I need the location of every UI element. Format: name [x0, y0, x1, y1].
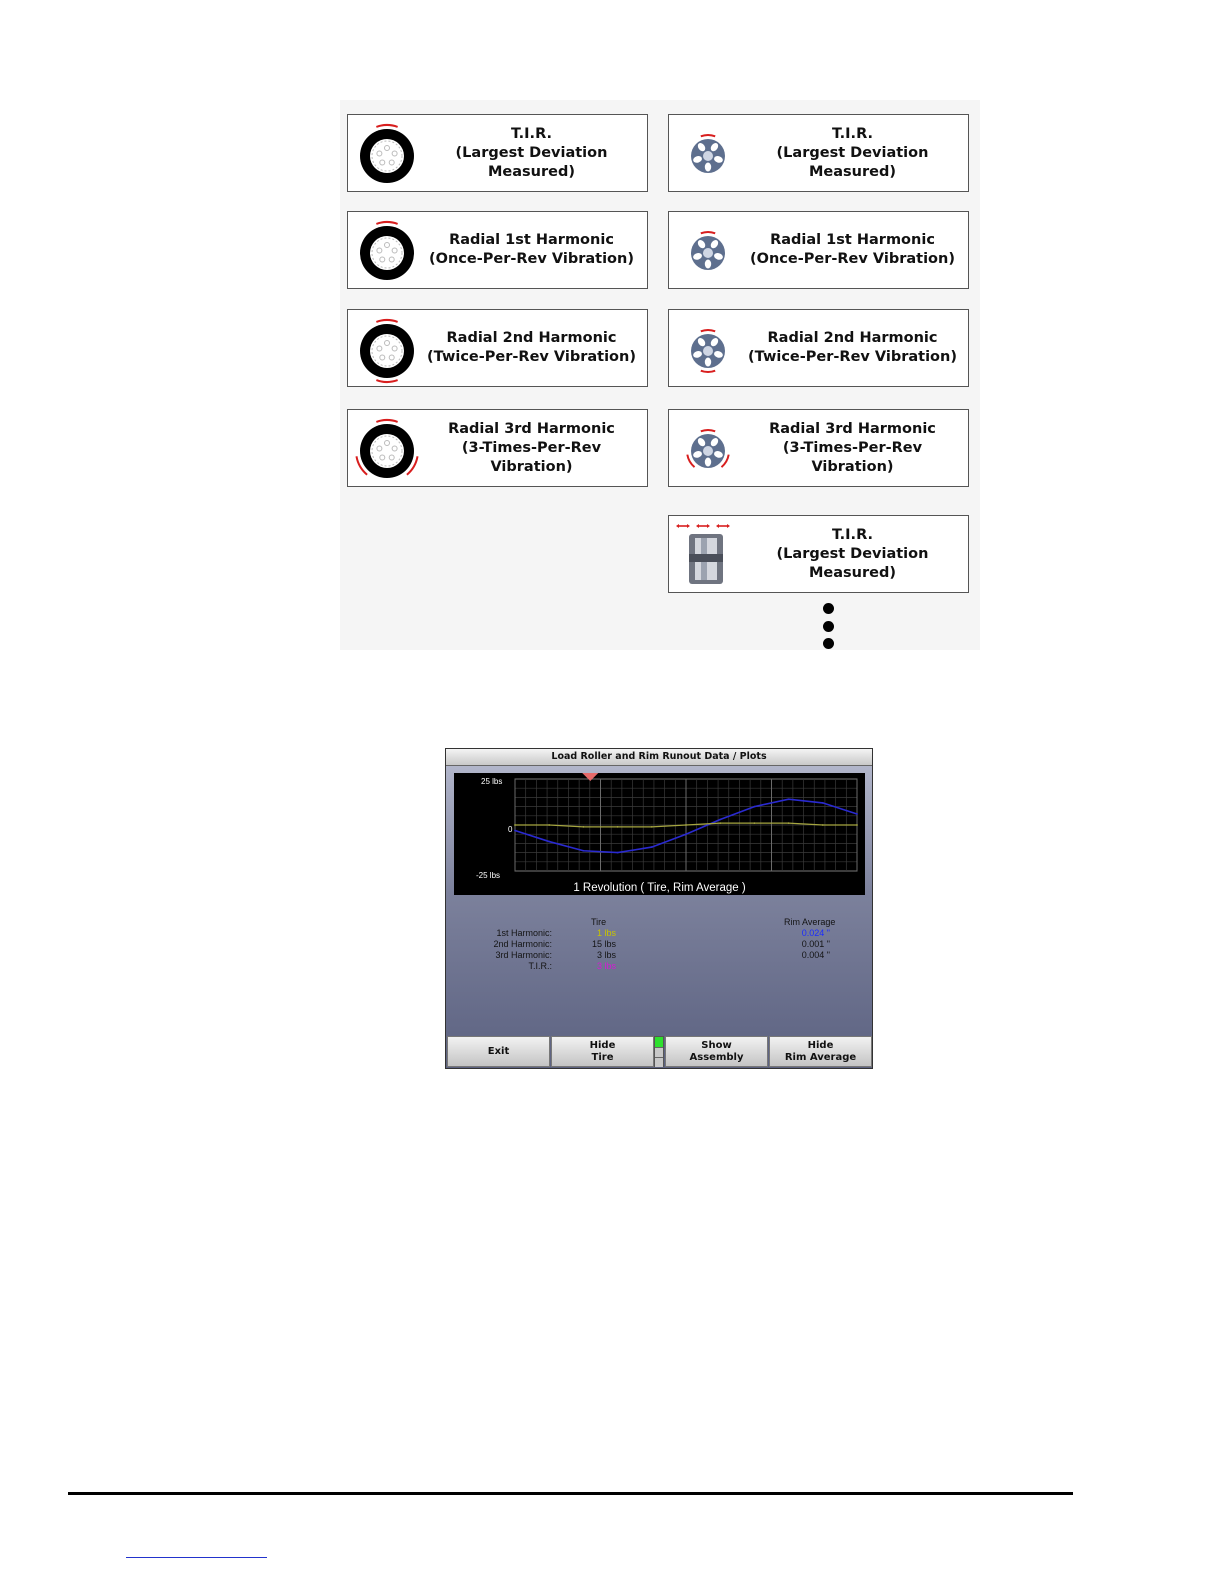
tire-1st-harmonic-icon	[352, 216, 422, 286]
legend-card-title: Radial 2nd Harmonic	[446, 330, 617, 346]
legend-card-title: T.I.R.	[831, 125, 874, 142]
rim-3rd-value: 0.004 "	[801, 950, 830, 960]
data-point	[514, 824, 516, 826]
legend-card	[668, 309, 969, 387]
data-point	[788, 822, 790, 824]
show-assembly-label-2: Assembly	[689, 1051, 744, 1063]
legend-card-title: Radial 3rd Harmonic	[448, 420, 615, 437]
legend-card-text	[743, 410, 962, 486]
data-point	[719, 822, 721, 824]
row-label-1st: 1st Harmonic:	[496, 928, 552, 938]
data-point	[754, 806, 756, 808]
row-label-tir: T.I.R.:	[528, 961, 552, 971]
legend-card-text	[422, 410, 641, 486]
plot-title: 1 Revolution ( Tire, Rim Average )	[573, 882, 746, 894]
tire-tir-value: 3 lbs	[596, 961, 616, 971]
dot	[823, 621, 834, 632]
tire-3rd-harmonic-icon	[352, 414, 422, 484]
rim-2nd-harmonic-icon	[673, 314, 743, 384]
legend-card-subtitle: (Once-Per-Rev Vibration)	[750, 251, 955, 267]
data-point	[651, 826, 653, 828]
data-point	[822, 802, 824, 804]
data-point	[651, 846, 653, 848]
data-point	[685, 824, 687, 826]
legend-card-text	[743, 516, 962, 592]
legend-card	[347, 309, 648, 387]
legend-card-text	[743, 115, 962, 191]
legend-card-text	[422, 115, 641, 191]
legend-card-subtitle: (Largest Deviation Measured)	[776, 144, 929, 180]
legend-card	[347, 211, 648, 289]
legend-card-title: Radial 3rd Harmonic	[769, 420, 936, 437]
rim-3rd-harmonic-icon	[673, 414, 743, 484]
exit-button[interactable]	[447, 1036, 550, 1067]
legend-card-subtitle: (Twice-Per-Rev Vibration)	[427, 349, 636, 365]
dot	[823, 638, 834, 649]
hide-rim-label-1: Hide	[807, 1039, 834, 1051]
show-assembly-button[interactable]	[665, 1036, 768, 1067]
indicator-off	[655, 1047, 663, 1057]
legend-card-subtitle: (Largest Deviation Measured)	[776, 545, 929, 581]
data-point	[822, 824, 824, 826]
data-point	[548, 841, 550, 843]
indicator-off	[655, 1057, 663, 1067]
legend-card-subtitle: (Twice-Per-Rev Vibration)	[748, 349, 957, 365]
y-mid-label: 0	[508, 825, 513, 834]
rim-lateral-tir-icon	[673, 520, 743, 590]
data-point	[617, 826, 619, 828]
row-label-3rd: 3rd Harmonic:	[495, 950, 552, 960]
continuation-dots	[823, 603, 835, 656]
window-title: Load Roller and Rim Runout Data / Plots	[446, 749, 872, 766]
legend-card	[668, 114, 969, 192]
data-point	[514, 830, 516, 832]
legend-card	[668, 211, 969, 289]
tire-3rd-value: 3 lbs	[596, 950, 616, 960]
legend-card-title: Radial 1st Harmonic	[449, 232, 614, 248]
plot-svg	[454, 773, 865, 895]
legend-card-text	[743, 310, 962, 386]
data-point	[548, 824, 550, 826]
rim-1st-value: 0.024 "	[801, 928, 830, 938]
toggle-indicator	[654, 1036, 664, 1067]
tire-2nd-harmonic-icon	[352, 314, 422, 384]
data-point	[788, 798, 790, 800]
hide-tire-label-1: Hide	[589, 1039, 616, 1051]
legend-card-title: T.I.R.	[831, 526, 874, 543]
rim-2nd-value: 0.001 "	[801, 939, 830, 949]
hide-tire-button[interactable]	[551, 1036, 654, 1067]
y-top-label: 25 lbs	[481, 777, 503, 786]
data-point	[856, 824, 858, 826]
data-point	[719, 819, 721, 821]
runout-window	[445, 748, 873, 1069]
legend-card	[668, 515, 969, 593]
hide-tire-label-2: Tire	[591, 1051, 614, 1063]
footer-rule	[68, 1492, 1073, 1495]
legend-card-text	[422, 310, 641, 386]
legend-card	[668, 409, 969, 487]
legend-card-subtitle: (Once-Per-Rev Vibration)	[429, 251, 634, 267]
col-header-tire: Tire	[591, 917, 607, 927]
exit-label: Exit	[487, 1045, 510, 1057]
tire-tir-icon	[352, 119, 422, 189]
data-point	[617, 852, 619, 854]
y-bottom-label: -25 lbs	[476, 871, 501, 880]
row-label-2nd: 2nd Harmonic:	[493, 939, 552, 949]
data-point	[754, 822, 756, 824]
legend-card-subtitle: (Largest Deviation Measured)	[455, 144, 608, 180]
hide-rim-label-2: Rim Average	[784, 1051, 857, 1063]
dot	[823, 603, 834, 614]
data-point	[583, 850, 585, 852]
tire-1st-value: 1 lbs	[596, 928, 616, 938]
col-header-rim: Rim Average	[784, 917, 836, 927]
legend-card-subtitle: (3-Times-Per-Rev Vibration)	[782, 439, 923, 475]
rim-1st-harmonic-icon	[673, 216, 743, 286]
position-marker-icon	[582, 773, 598, 781]
legend-card-title: Radial 1st Harmonic	[770, 232, 935, 248]
legend-card-subtitle: (3-Times-Per-Rev Vibration)	[461, 439, 602, 475]
data-point	[583, 826, 585, 828]
show-assembly-label-1: Show	[701, 1039, 732, 1051]
legend-card-title: Radial 2nd Harmonic	[767, 330, 938, 346]
tire-2nd-value: 15 lbs	[591, 939, 616, 949]
legend-card-title: T.I.R.	[510, 125, 553, 142]
footer-link-underline[interactable]	[126, 1557, 267, 1558]
legend-card	[347, 409, 648, 487]
runout-plot	[454, 773, 865, 895]
data-point	[856, 813, 858, 815]
hide-rim-average-button[interactable]	[769, 1036, 872, 1067]
button-bar	[446, 1036, 872, 1068]
rim-tir-icon	[673, 119, 743, 189]
indicator-on	[655, 1037, 663, 1047]
legend-card-text	[743, 212, 962, 288]
data-point	[685, 833, 687, 835]
legend-card-text	[422, 212, 641, 288]
legend-card	[347, 114, 648, 192]
